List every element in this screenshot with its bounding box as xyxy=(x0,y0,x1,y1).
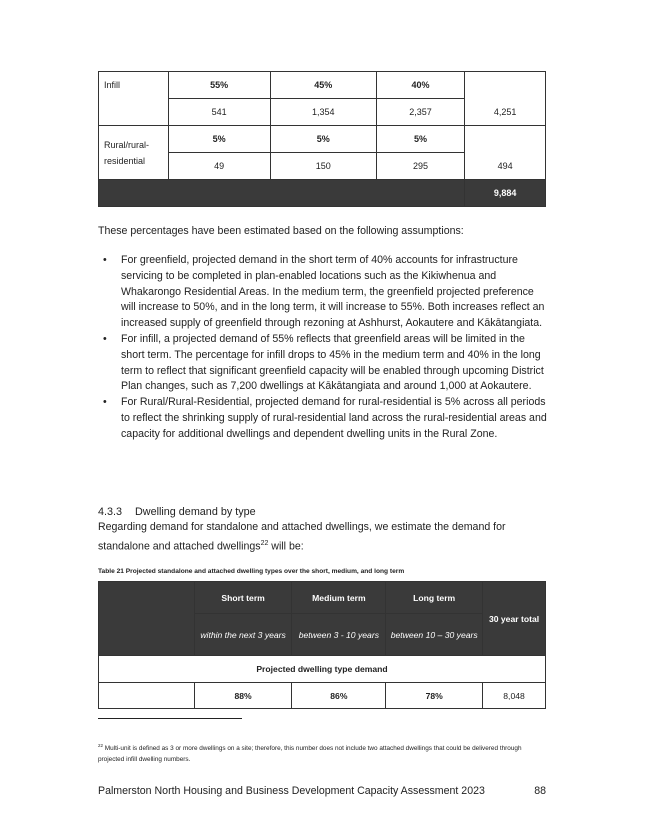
grand-total: 9,884 xyxy=(465,180,546,207)
list-item: • For Rural/Rural-Residential, projected demand for rural-residential is 5% across all periods to reflect the shrinking supply of rural-residential land across the rural-residential areas and capacity for additional dwellings and dependent dwelling units in the Rural Zone. xyxy=(103,396,547,440)
total-row xyxy=(99,180,546,207)
table-cell: 8,048 xyxy=(483,683,546,709)
column-header: Medium term xyxy=(292,582,386,614)
table-cell xyxy=(465,72,546,99)
footer-title: Palmerston North Housing and Business Development Capacity Assessment 2023 xyxy=(98,785,485,797)
footnote-divider xyxy=(98,718,242,719)
table-row xyxy=(99,126,546,153)
column-subheader: between 3 - 10 years xyxy=(292,614,386,656)
table-cell xyxy=(99,582,195,656)
bullet-icon: • xyxy=(103,396,107,409)
column-header: Short term xyxy=(194,582,292,614)
table-cell xyxy=(99,180,465,207)
section-number: 4.3.3 xyxy=(98,506,123,518)
assumptions-list xyxy=(98,253,550,443)
page-number: 88 xyxy=(534,785,546,797)
table-cell: 295 xyxy=(376,153,465,180)
footnote-number: 22 xyxy=(98,743,104,748)
table-cell xyxy=(99,99,169,126)
section-paragraph: Regarding demand for standalone and attached dwellings, we estimate the demand for standalone and attached dwellings$^{22}$ will be: xyxy=(98,521,506,553)
footnote-ref[interactable]: 22 xyxy=(260,539,269,547)
column-header: 30 year total xyxy=(483,582,546,656)
footnote: $^{22}$ Multi-unit is defined as 3 or more dwellings on a site; therefore, this number does not include two attached dwellings that could be delivered through projected infill dwelling numbers. xyxy=(98,743,522,763)
section-heading xyxy=(98,506,256,518)
intro-paragraph: These percentages have been estimated based on the following assumptions: xyxy=(98,225,464,237)
table-cell: 5% xyxy=(168,126,270,153)
table-cell: 55% xyxy=(168,72,270,99)
column-header: Long term xyxy=(386,582,483,614)
table-cell: 5% xyxy=(376,126,465,153)
row-label: Rural/rural-residential xyxy=(99,126,169,180)
table-cell: 40% xyxy=(376,72,465,99)
table-row xyxy=(99,99,546,126)
table-cell: 86% xyxy=(292,683,386,709)
section-label: Projected dwelling type demand xyxy=(99,656,546,683)
table-cell: 2,357 xyxy=(376,99,465,126)
row-label: Infill xyxy=(99,72,169,99)
list-item: • For infill, a projected demand of 55% reflects that greenfield areas will be limited in the short term. The percentage for infill drops to 45% in the medium term and 40% in the long term to reflect that significant greenfield capacity will be enabled through upcoming District Plan changes, such as 7,200 dwellings at Kākātangiata and around 1,000 at Aokautere. xyxy=(103,332,544,393)
column-subheader: between 10 – 30 years xyxy=(386,614,483,656)
dwelling-type-table xyxy=(98,581,546,709)
table-cell: 1,354 xyxy=(270,99,376,126)
table-cell: 494 xyxy=(465,153,546,180)
table-cell: 88% xyxy=(194,683,292,709)
bullet-icon: • xyxy=(103,332,107,345)
section-row xyxy=(99,656,546,683)
table-caption: Table 21 Projected standalone and attached dwelling types over the short, medium, and long term xyxy=(98,568,405,575)
page-footer xyxy=(98,785,546,797)
row-label xyxy=(99,683,195,709)
table-cell: 49 xyxy=(168,153,270,180)
bullet-icon: • xyxy=(103,254,107,266)
table-cell: 150 xyxy=(270,153,376,180)
table-cell: 78% xyxy=(386,683,483,709)
table-cell: 541 xyxy=(168,99,270,126)
capacity-demand-table xyxy=(98,71,546,207)
table-cell: 4,251 xyxy=(465,99,546,126)
table-row xyxy=(99,683,546,709)
column-subheader: within the next 3 years xyxy=(194,614,292,656)
table-cell xyxy=(465,126,546,153)
header-row xyxy=(99,582,546,614)
table-row xyxy=(99,72,546,99)
section-title: Dwelling demand by type xyxy=(135,506,256,518)
table-cell: 5% xyxy=(270,126,376,153)
list-item: • For greenfield, projected demand in the short term of 40% accounts for infrastructure servicing to be completed in plan-enabled locations such as the Kikiwhenua and Whakarongo Residential Areas. In the medium term, the greenfield projected preference will increase to 50%, and in the long term, it will increase to 55%. Both increases reflect an increased supply of greenfield through rezoning at Ashhurst, Aokautere and Kākātangiata. xyxy=(103,254,545,330)
table-cell: 45% xyxy=(270,72,376,99)
